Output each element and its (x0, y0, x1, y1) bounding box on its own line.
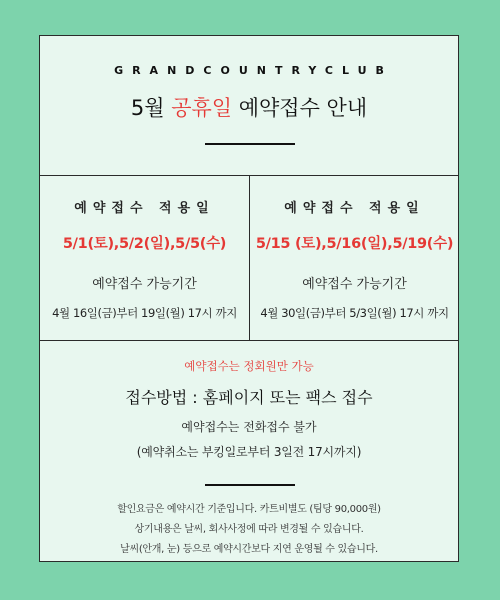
left-schedule-column (40, 175, 249, 340)
footnote-divider (205, 484, 295, 486)
right-schedule-column (250, 175, 459, 340)
left-column-subheading: 예약접수 가능기간 (92, 277, 197, 292)
title-highlight: 공휴일 (171, 96, 233, 120)
title-suffix: 예약접수 안내 (238, 96, 368, 120)
left-column-dates: 5/1(토),5/2(일),5/5(수) (62, 236, 227, 252)
phone-reservation-note: 예약접수는 전화접수 불가 (181, 420, 317, 434)
title-divider (205, 143, 295, 145)
page-title (40, 92, 458, 122)
right-column-heading: 예약접수 적용일 (284, 201, 425, 216)
right-column-subheading: 예약접수 가능기간 (302, 277, 407, 292)
left-column-period: 4월 16일(금)부터 19일(월) 17시 까지 (52, 306, 237, 320)
notice-card (39, 35, 459, 562)
section-divider-bottom (40, 340, 458, 341)
brand-name: GRANDCOUNTRYCLUB (114, 64, 393, 77)
title-prefix: 5월 (130, 96, 165, 120)
reservation-method: 접수방법 : 홈페이지 또는 팩스 접수 (125, 388, 373, 407)
left-column-heading: 예약접수 적용일 (74, 201, 215, 216)
right-column-dates: 5/15 (토),5/16(일),5/19(수) (255, 236, 454, 252)
footnote-line: 날씨(안개, 눈) 등으로 예약시간보다 지연 운영될 수 있습니다. (120, 544, 378, 555)
members-only-notice: 예약접수는 정회원만 가능 (184, 359, 314, 373)
footnote-line: 상기내용은 날씨, 회사사정에 따라 변경될 수 있습니다. (134, 524, 364, 535)
footnote-line: 할인요금은 예약시간 기준입니다. 카트비별도 (팀당 90,000원) (117, 504, 381, 515)
cancellation-note: (예약취소는 부킹일로부터 3일전 17시까지) (136, 445, 362, 459)
right-column-period: 4월 30일(금)부터 5/3일(월) 17시 까지 (260, 306, 449, 320)
